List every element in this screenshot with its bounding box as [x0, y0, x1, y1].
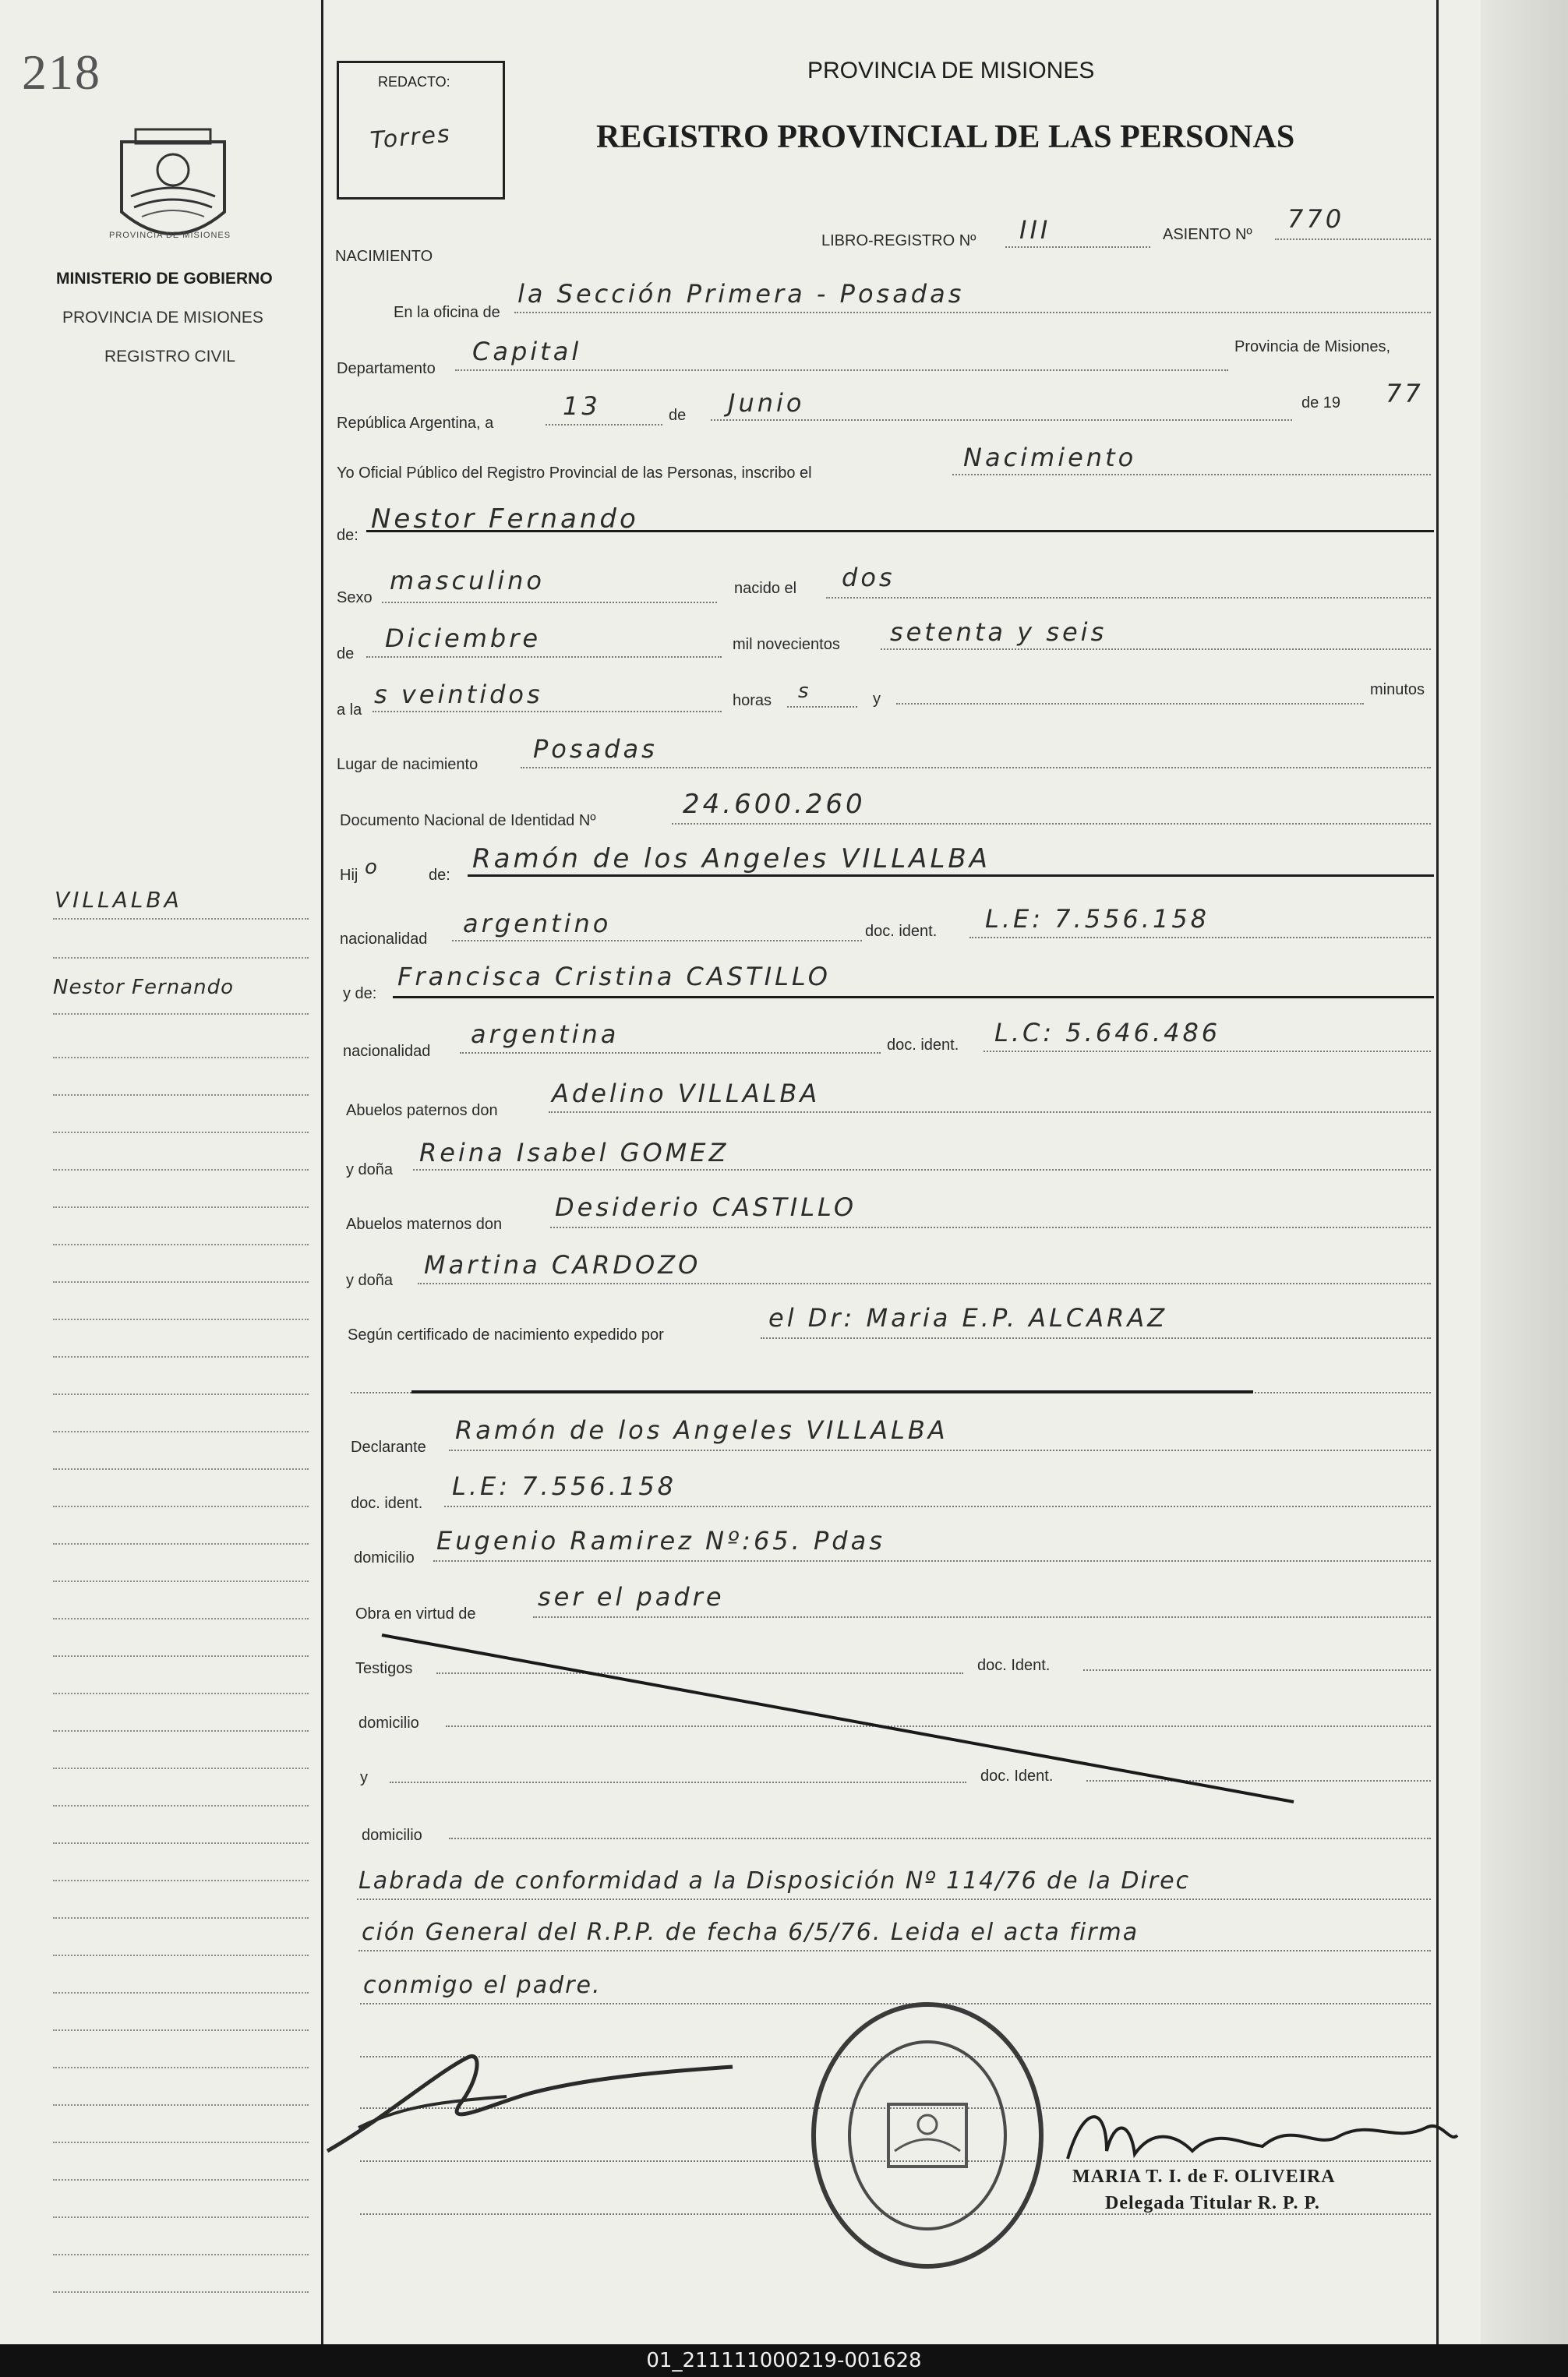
hours-extra: s	[798, 680, 812, 703]
margin-line	[53, 1693, 309, 1694]
cancel-line	[411, 1390, 1253, 1393]
margin-line	[53, 1431, 309, 1432]
entry-label: ASIENTO Nº	[1163, 226, 1252, 243]
official-title: Delegada Titular R. P. P.	[1105, 2193, 1320, 2213]
margin-line	[53, 1842, 309, 1844]
left-margin-rule	[321, 0, 323, 2344]
dni-label: Documento Nacional de Identidad Nº	[340, 812, 596, 829]
province-suffix: Provincia de Misiones,	[1234, 338, 1391, 355]
address-label: domicilio	[354, 1549, 415, 1566]
pat-grandfather: Adelino VILLALBA	[552, 1079, 821, 1108]
witness2-doc-label: doc. Ident.	[980, 1768, 1054, 1785]
mother-doc-dots	[984, 1051, 1431, 1052]
pat-grand-label: Abuelos paternos don	[346, 1102, 498, 1119]
declarant-doc: L.E: 7.556.158	[452, 1471, 677, 1501]
day-value: 13	[563, 391, 601, 421]
pat-grandfather-dots	[549, 1111, 1431, 1113]
born-month: Diciembre	[385, 623, 542, 653]
header-province: PROVINCIA DE MISIONES	[807, 58, 1095, 83]
sex-dots	[382, 602, 717, 603]
act-value: Nacimiento	[963, 443, 1137, 472]
mat-grandmother-dots	[418, 1283, 1431, 1284]
margin-line	[53, 1581, 309, 1582]
margin-line	[53, 2029, 309, 2031]
emblem-caption: PROVINCIA DE MISIONES	[109, 231, 231, 240]
official-seal-stamp	[803, 1995, 1052, 2276]
certificate-dots	[761, 1337, 1431, 1339]
book-value: III	[1019, 215, 1051, 245]
dni-dots	[672, 823, 1431, 825]
born-label: nacido el	[734, 580, 797, 597]
father-name-line	[468, 874, 1434, 877]
department-label: Departamento	[337, 360, 436, 377]
margin-line	[53, 1805, 309, 1807]
margin-line	[53, 918, 309, 920]
of-label: de:	[337, 527, 358, 544]
child-name-line	[366, 530, 1434, 532]
and-of-label: y de:	[343, 985, 377, 1002]
mother-doc: L.C: 5.646.486	[994, 1018, 1221, 1047]
mat-grand-label: Abuelos maternos don	[346, 1216, 503, 1233]
margin-line	[53, 1094, 309, 1096]
mat-grandmother: Martina CARDOZO	[424, 1250, 701, 1280]
born-month-dots	[366, 656, 722, 658]
docid2-label: doc. ident.	[887, 1037, 959, 1054]
witness2-address-label: domicilio	[362, 1827, 422, 1844]
month-dots	[711, 419, 1292, 421]
mother-name-line	[393, 996, 1434, 998]
redacto-box	[337, 61, 505, 200]
note-dots-1	[357, 1898, 1431, 1900]
nationality2-label: nacionalidad	[343, 1043, 431, 1060]
hour-dots	[373, 711, 722, 712]
department-value: Capital	[472, 337, 582, 366]
mat-grandfather: Desiderio CASTILLO	[555, 1192, 857, 1222]
witness-doc-label: doc. Ident.	[977, 1657, 1051, 1674]
capacity-value: ser el padre	[538, 1582, 725, 1612]
ministry-label: MINISTERIO DE GOBIERNO	[56, 270, 273, 288]
child-name: Nestor Fernando	[371, 503, 639, 535]
margin-line	[53, 1468, 309, 1470]
margin-line	[53, 2067, 309, 2068]
declarant-dots	[449, 1450, 1431, 1451]
certificate-label: Según certificado de nacimiento expedido por	[348, 1326, 664, 1344]
margin-line	[53, 1356, 309, 1358]
margin-line	[53, 1955, 309, 1956]
father-name: Ramón de los Angeles VILLALBA	[472, 843, 991, 874]
dona2-label: y doña	[346, 1272, 394, 1289]
margin-line	[53, 1206, 309, 1208]
year-value: 77	[1386, 379, 1424, 408]
minutes-label: minutos	[1370, 681, 1425, 698]
margin-line	[53, 1543, 309, 1545]
dni-value: 24.600.260	[683, 789, 866, 820]
child-of-suffix: o	[365, 856, 380, 879]
address-value: Eugenio Ramirez Nº:65. Pdas	[436, 1526, 885, 1556]
place-label: Lugar de nacimiento	[337, 756, 479, 773]
child-of-label: Hij	[340, 867, 358, 884]
sex-label: Sexo	[337, 589, 373, 606]
office-value: la Sección Primera - Posadas	[517, 279, 965, 309]
born-day: dos	[842, 563, 895, 592]
redacto-value: Torres	[369, 120, 453, 155]
note-dots-2	[358, 1950, 1431, 1951]
margin-surname: VILLALBA	[55, 887, 182, 913]
note-line-3: conmigo el padre.	[363, 1972, 602, 1999]
margin-line	[53, 1169, 309, 1171]
province-label: PROVINCIA DE MISIONES	[62, 309, 263, 327]
margin-line	[53, 1132, 309, 1133]
margin-line	[53, 1244, 309, 1245]
nationality-label: nacionalidad	[340, 931, 428, 948]
dona-label: y doña	[346, 1161, 394, 1178]
entry-dots	[1275, 238, 1431, 240]
section-label: NACIMIENTO	[335, 248, 433, 265]
margin-line	[53, 2291, 309, 2293]
witness-address-label: domicilio	[358, 1715, 419, 1732]
mother-name: Francisca Cristina CASTILLO	[397, 962, 831, 991]
declarant-doc-label: doc. ident.	[351, 1495, 423, 1512]
born-year-dots	[881, 648, 1431, 650]
pat-grandmother: Reina Isabel GOMEZ	[419, 1138, 729, 1167]
at-label: a la	[337, 701, 362, 719]
father-nationality-dots	[452, 940, 862, 941]
redacto-label: REDACTO:	[378, 74, 450, 90]
thousand-label: mil novecientos	[733, 636, 840, 653]
margin-line	[53, 1013, 309, 1015]
de2-label: de	[337, 645, 355, 662]
folio-number: 218	[22, 44, 101, 100]
book-dots	[1005, 246, 1150, 248]
witness2-label: y	[360, 1769, 368, 1786]
margin-line	[53, 2142, 309, 2143]
republic-label: República Argentina, a	[337, 415, 494, 432]
hour-value: s veintidos	[374, 680, 543, 709]
minutes-dots	[896, 703, 1364, 705]
note-line-1: Labrada de conformidad a la Disposición Nº 114/76 de la Direc	[358, 1867, 1191, 1895]
father-doc: L.E: 7.556.158	[985, 904, 1210, 934]
margin-given-names: Nestor Fernando	[53, 976, 234, 999]
pat-grandmother-dots	[413, 1169, 1431, 1171]
mat-grandfather-dots	[550, 1227, 1431, 1228]
place-dots	[521, 767, 1431, 768]
declarant-signature	[312, 2026, 748, 2167]
entry-value: 770	[1287, 204, 1345, 234]
note-line-2: ción General del R.P.P. de fecha 6/5/76. Leida el acta firma	[362, 1919, 1139, 1946]
margin-line	[53, 1655, 309, 1657]
father-nationality: argentino	[463, 909, 612, 938]
de-label: de	[669, 407, 687, 424]
margin-line	[53, 957, 309, 959]
book-label: LIBRO-REGISTRO Nº	[821, 232, 976, 249]
born-day-dots	[826, 597, 1431, 599]
declarant-value: Ramón de los Angeles VILLALBA	[455, 1415, 948, 1445]
place-value: Posadas	[533, 734, 658, 764]
address-dots	[433, 1560, 1431, 1562]
office-dots	[514, 312, 1431, 313]
margin-line	[53, 1880, 309, 1881]
margin-line	[53, 1618, 309, 1619]
mother-nationality: argentina	[471, 1019, 620, 1049]
docid-label: doc. ident.	[865, 923, 938, 940]
year-prefix: de 19	[1301, 394, 1341, 411]
month-value: Junio	[728, 388, 805, 418]
margin-line	[53, 1506, 309, 1507]
official-text: Yo Oficial Público del Registro Provincial de las Personas, inscribo el	[337, 464, 812, 482]
margin-line	[53, 2179, 309, 2181]
margin-line	[53, 1992, 309, 1994]
office-label: En la oficina de	[394, 304, 500, 321]
capacity-label: Obra en virtud de	[355, 1605, 476, 1623]
margin-line	[53, 1917, 309, 1919]
margin-line	[53, 1057, 309, 1058]
witness-cancel-stroke	[374, 1629, 1309, 1816]
hours-label: horas	[733, 692, 772, 709]
department-dots	[455, 369, 1228, 371]
witness2-address-dots	[449, 1838, 1431, 1839]
page-title: REGISTRO PROVINCIAL DE LAS PERSONAS	[596, 119, 1295, 155]
and-label: y	[873, 690, 881, 708]
sex-value: masculino	[390, 566, 545, 595]
margin-line	[53, 1768, 309, 1769]
father-doc-dots	[969, 937, 1431, 938]
hours-dots	[787, 706, 857, 708]
mother-nationality-dots	[460, 1052, 881, 1054]
civil-registry-label: REGISTRO CIVIL	[104, 348, 236, 366]
margin-line	[53, 1730, 309, 1732]
act-dots	[952, 474, 1431, 475]
official-name: MARIA T. I. de F. OLIVEIRA	[1072, 2167, 1336, 2187]
child-of-de: de:	[429, 867, 450, 884]
margin-line	[53, 2104, 309, 2106]
witness-label: Testigos	[355, 1660, 413, 1677]
right-margin-rule	[1436, 0, 1439, 2344]
certificate-value: el Dr: Maria E.P. ALCARAZ	[768, 1303, 1168, 1333]
born-year-words: setenta y seis	[890, 617, 1107, 647]
declarant-label: Declarante	[351, 1439, 426, 1456]
capacity-dots	[533, 1616, 1431, 1618]
page-edge-shadow	[1481, 0, 1568, 2344]
margin-line	[53, 1281, 309, 1283]
image-id-footer: 01_211111000219-001628	[0, 2344, 1568, 2377]
day-dots	[546, 424, 662, 426]
margin-line	[53, 1319, 309, 1320]
declarant-doc-dots	[444, 1506, 1431, 1507]
margin-line	[53, 2216, 309, 2218]
margin-line	[53, 2254, 309, 2255]
margin-line	[53, 1393, 309, 1395]
